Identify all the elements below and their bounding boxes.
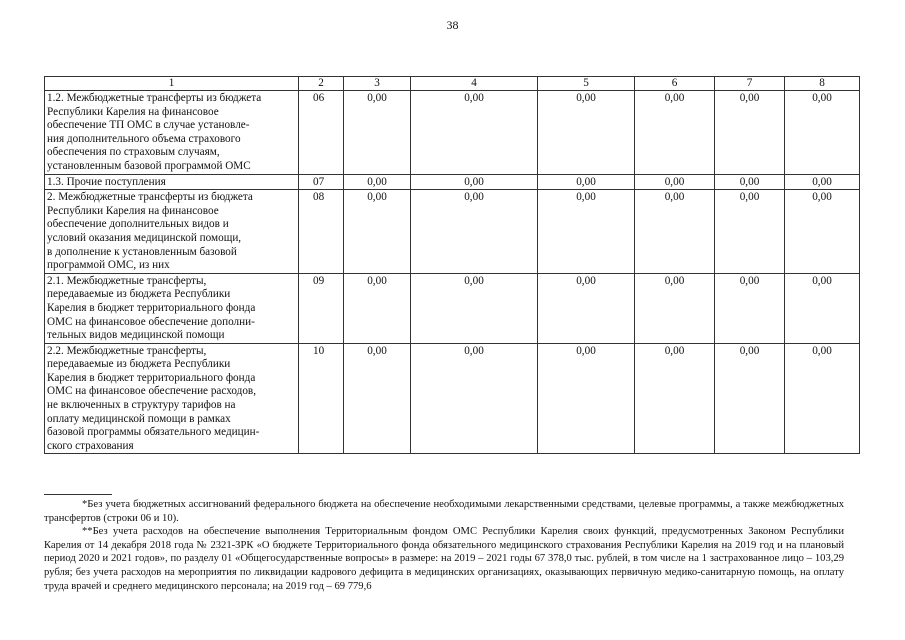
value-cell: 0,00 [635, 91, 715, 175]
value-cell: 0,00 [344, 174, 411, 190]
value-cell: 0,00 [344, 91, 411, 175]
description-line: оплату медицинской помощи в рамках [47, 412, 231, 425]
value-cell: 0,00 [715, 190, 785, 274]
description-line: условий оказания медицинской помощи, [47, 231, 242, 244]
value-cell: 0,00 [411, 91, 538, 175]
header-cell: 2 [299, 77, 344, 91]
table-row [45, 273, 860, 343]
description-line: обеспечения по страховым случаям, [47, 146, 220, 159]
value-cell: 0,00 [715, 174, 785, 190]
description-line: программой ОМС, из них [47, 259, 170, 272]
value-cell: 0,00 [785, 343, 860, 454]
description-line: Республики Карелия на финансовое [47, 204, 219, 217]
footnote-1: *Без учета бюджетных ассигнований федерального бюджета на обеспечение необходимыми лекарственными средствами, целевые программы, а также межбюджетных трансфертов (строки 06 и 10). [44, 499, 844, 524]
description-line: 2.1. Межбюджетные трансферты, [47, 274, 207, 287]
description-line: Карелия в бюджет территориального фонда [47, 371, 256, 384]
value-cell: 0,00 [715, 273, 785, 343]
value-cell: 0,00 [635, 273, 715, 343]
value-cell: 0,00 [538, 91, 635, 175]
description-line: установленным базовой программой ОМС [47, 159, 251, 172]
table-row [45, 91, 860, 175]
description-line: обеспечение ТП ОМС в случае установле- [47, 119, 250, 132]
value-cell: 0,00 [785, 91, 860, 175]
value-cell: 0,00 [785, 174, 860, 190]
description-line: передаваемые из бюджета Республики [47, 288, 231, 301]
description-line: в дополнение к установленным базовой [47, 245, 237, 258]
header-cell: 6 [635, 77, 715, 91]
header-cell: 7 [715, 77, 785, 91]
description-line: 2.2. Межбюджетные трансферты, [47, 344, 207, 357]
header-cell: 4 [411, 77, 538, 91]
row-code: 09 [299, 273, 344, 343]
table-row [45, 343, 860, 454]
description-line: передаваемые из бюджета Республики [47, 358, 231, 371]
header-cell: 3 [344, 77, 411, 91]
value-cell: 0,00 [344, 343, 411, 454]
row-description [45, 190, 299, 274]
value-cell: 0,00 [715, 91, 785, 175]
description-line: не включенных в структуру тарифов на [47, 399, 236, 412]
value-cell: 0,00 [715, 343, 785, 454]
value-cell: 0,00 [538, 343, 635, 454]
table-header-row [45, 77, 860, 91]
value-cell: 0,00 [411, 174, 538, 190]
description-line: базовой программы обязательного медицин- [47, 426, 260, 439]
value-cell: 0,00 [411, 190, 538, 274]
header-cell: 8 [785, 77, 860, 91]
description-line: 1.3. Прочие поступления [47, 175, 166, 188]
page-number: 38 [446, 18, 459, 32]
row-code: 08 [299, 190, 344, 274]
value-cell: 0,00 [344, 273, 411, 343]
value-cell: 0,00 [635, 343, 715, 454]
row-description [45, 343, 299, 454]
description-line: обеспечение дополнительных видов и [47, 218, 229, 231]
row-code: 06 [299, 91, 344, 175]
table-body [45, 77, 860, 454]
table-row [45, 190, 860, 274]
description-line: Республики Карелия на финансовое [47, 105, 219, 118]
header-cell: 1 [45, 77, 299, 91]
table-row [45, 174, 860, 190]
value-cell: 0,00 [635, 174, 715, 190]
row-code: 07 [299, 174, 344, 190]
row-description [45, 273, 299, 343]
footnote-2: **Без учета расходов на обеспечение выполнения Территориальным фондом ОМС Республики Карелия своих функций, предусмотренных Законом Республики Карелия от 14 декабря 2018 года № 2321-ЗРК «О бюджете Территориального фонда обязательного медицинского страхования Республики Карелия на 2019 год и на плановый период 2020 и 2021 годов», по разделу 01 «Общегосударственные вопросы» в размере: на 2019 – 2021 годы 67 378,0 тыс. рублей, в том числе на 1 застрахованное лицо – 103,29 рубля; без учета расходов на мероприятия по ликвидации кадрового дефицита в медицинских организациях, оказывающих первичную медико-санитарную помощь, на оплату труда врачей и среднего медицинского персонала; на 2019 год – 69 779,6 [44, 526, 844, 592]
value-cell: 0,00 [538, 190, 635, 274]
budget-table [44, 76, 860, 454]
value-cell: 0,00 [635, 190, 715, 274]
description-line: ОМС на финансовое обеспечение расходов, [47, 385, 256, 398]
value-cell: 0,00 [411, 343, 538, 454]
value-cell: 0,00 [785, 190, 860, 274]
value-cell: 0,00 [538, 273, 635, 343]
footnotes [44, 498, 844, 593]
description-line: 2. Межбюджетные трансферты из бюджета [47, 191, 253, 204]
footnote-separator [44, 494, 112, 495]
description-line: тельных видов медицинской помощи [47, 329, 225, 342]
value-cell: 0,00 [411, 273, 538, 343]
row-description [45, 174, 299, 190]
row-description [45, 91, 299, 175]
description-line: ского страхования [47, 439, 134, 452]
description-line: ОМС на финансовое обеспечение дополни- [47, 315, 255, 328]
description-line: ния дополнительного объема страхового [47, 132, 241, 145]
description-line: Карелия в бюджет территориального фонда [47, 301, 256, 314]
header-cell: 5 [538, 77, 635, 91]
row-code: 10 [299, 343, 344, 454]
value-cell: 0,00 [344, 190, 411, 274]
description-line: 1.2. Межбюджетные трансферты из бюджета [47, 92, 262, 104]
value-cell: 0,00 [538, 174, 635, 190]
value-cell: 0,00 [785, 273, 860, 343]
